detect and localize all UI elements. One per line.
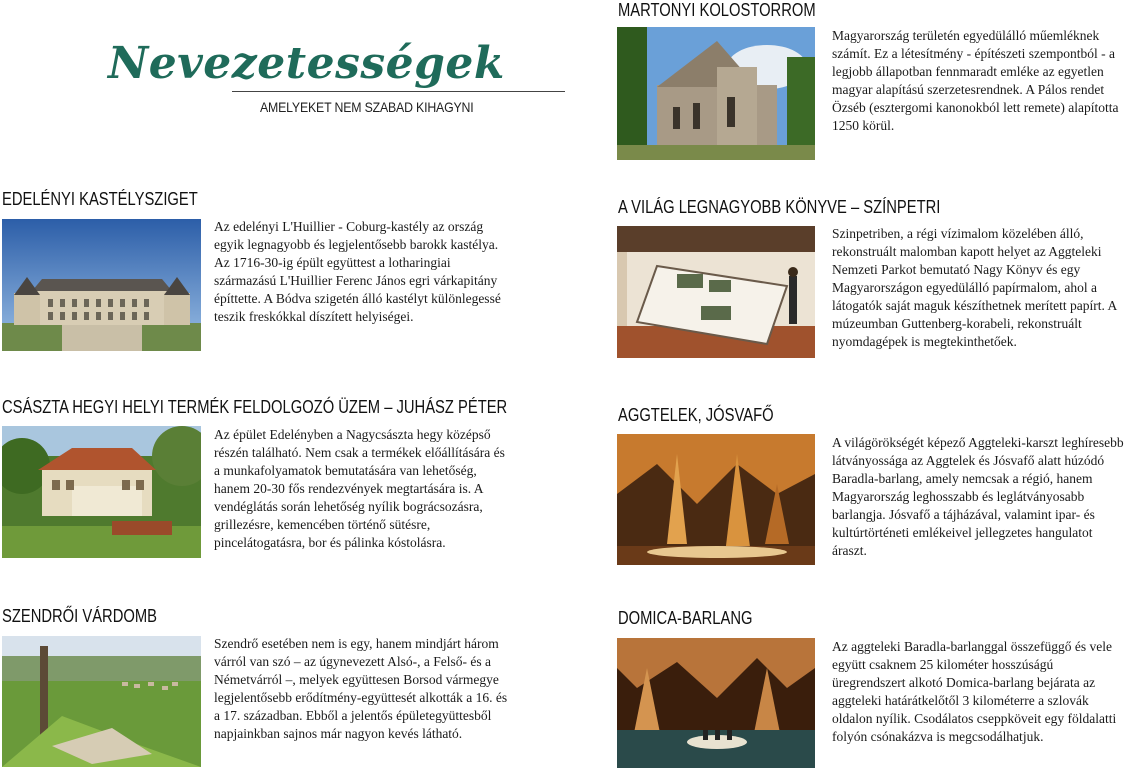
section-text-aggtelek: A világörökségét képező Aggteleki-karszt leghíresebb látványossága az Aggtelek és Jósvafő alatt húzódó Baradla-barlang, amely nemcsak a régió, hanem Magyarország leghosszabb és leglátványosabb barlangja. Jósvafő a tájházával, valamint ipar- és kultúrtörténeti emlékeivel jellegzetes hangulatot áraszt. xyxy=(832,435,1124,558)
section-heading-szendroi: SZENDRŐI VÁRDOMB xyxy=(2,606,158,626)
section-text-szendroi: Szendrő esetében nem is egy, hanem mindjárt három várról van szó – az úgynevezett Alsó-, a Felső- és a Németvárról –, melyek együttesen Borsod vármegye legjelentősebb erődítmény-együttesét alkották a 16. és a 17. században. Ebből a jelentős épületegyüttesből napjainkban sajnos már nagyon kevés látható. xyxy=(214,636,508,741)
photo-domica-cave xyxy=(617,638,815,768)
photo-szendroi-hill xyxy=(2,636,201,767)
page-subtitle: AMELYEKET NEM SZABAD KIHAGYNI xyxy=(260,99,474,115)
section-text-domica: Az aggteleki Baradla-barlanggal összefüggő és vele együtt csaknem 25 kilométer hosszúságú üregrendszert alkotó Domica-barlang bejárata az aggteleki határátkelőtől 3 kilométerre a szlovák oldalon nyílik. Csodálatos cseppköveit egy földalatti folyón csónakázva is megcsodálhatjuk. xyxy=(832,639,1117,744)
section-heading-vilag-konyve: A VILÁG LEGNAGYOBB KÖNYVE – SZÍNPETRI xyxy=(618,197,941,217)
photo-csaszta-building xyxy=(2,426,201,558)
section-heading-aggtelek: AGGTELEK, JÓSVAFŐ xyxy=(618,405,774,425)
section-text-vilag-konyve: Szinpetriben, a régi vízimalom közelében álló, rekonstruált malomban kapott helyet az Aggteleki Nemzeti Parkot bemutató Nagy Könyv és egy Magyarországon egyedülálló papírmalom, ahol a látogatók saját maguk készíthetnek merített papírt. A múzeumban Guttenberg-korabeli, rekonstruált nyomdagépek is megtekinthetőek. xyxy=(832,226,1117,349)
section-heading-domica: DOMICA-BARLANG xyxy=(618,608,753,628)
section-text-edelenyi: Az edelényi L'Huillier - Coburg-kastély az ország egyik legnagyobb és legjelentősebb barokk kastélya. Az 1716-30-ig épült együttest a lotharingiai származású L'Huillier Ferenc János egri várkapitány építtette. A Bódva szigetén álló kastélyt különlegessé teszik freskókkal díszített helyiségei. xyxy=(214,219,501,324)
section-heading-csaszta: CSÁSZTA HEGYI HELYI TERMÉK FELDOLGOZÓ ÜZEM – JUHÁSZ PÉTER xyxy=(2,397,508,417)
title-rule xyxy=(232,91,565,92)
photo-aggtelek-cave xyxy=(617,434,815,565)
section-text-csaszta: Az épület Edelényben a Nagycsászta hegy középső részén található. Nem csak a termékek előállítására és a munkafolyamatok bemutatására van lehetőség, hanem 20-30 fős rendezvények megtartására is. A vendéglátás során lehetőség nyílik bográcsozásra, grillezésre, kemencében történő sütésre, pincelátogatásra, bor és pálinka kóstolásra. xyxy=(214,427,505,550)
section-heading-martonyi: MARTONYI KOLOSTORROM xyxy=(618,0,816,20)
photo-martonyi-ruin xyxy=(617,27,815,160)
section-text-martonyi: Magyarország területén egyedülálló műemléknek számít. Ez a létesítmény - építészeti szempontból - a legjobb állapotban fennmaradt emléke az egyetlen magyar alapítású szerzetesrendnek. A Pálos rendet Özséb (esztergomi kanonokból lett remete) alapította 1250 körül. xyxy=(832,28,1119,133)
page-title: Nevezetességek xyxy=(108,38,505,89)
photo-edelenyi-castle xyxy=(2,219,201,351)
section-heading-edelenyi: EDELÉNYI KASTÉLYSZIGET xyxy=(2,189,198,209)
photo-big-book xyxy=(617,226,815,358)
